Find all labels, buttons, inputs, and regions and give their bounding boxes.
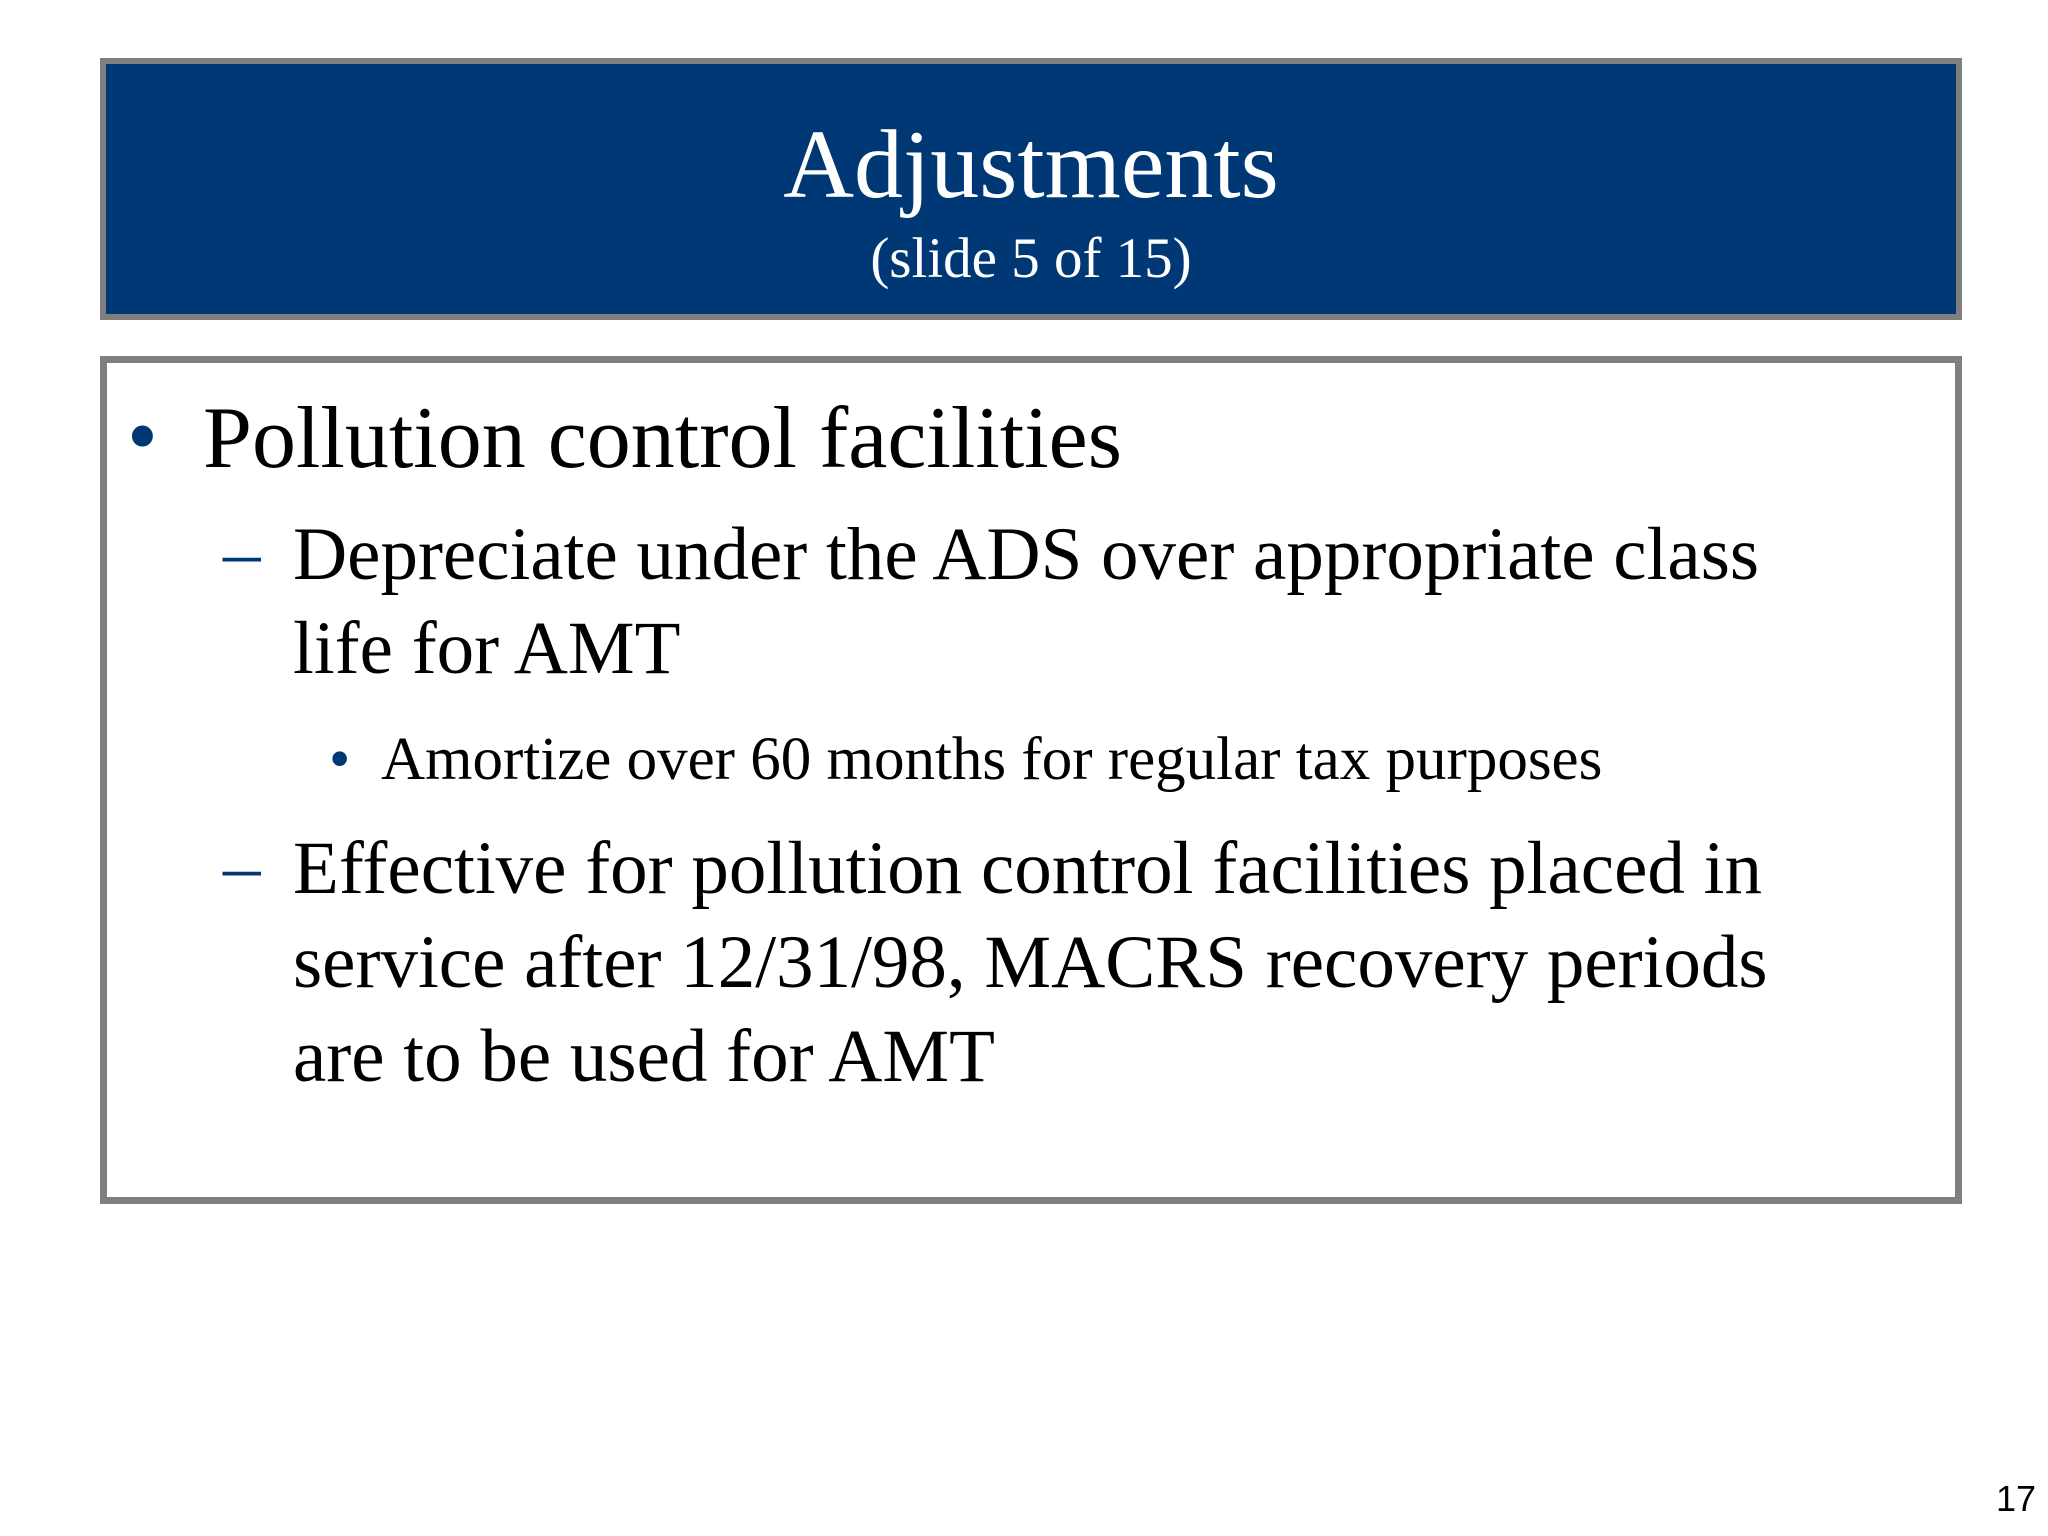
bullet-level1-text: Pollution control facilities: [203, 390, 1122, 487]
bullet-marker: •: [127, 388, 158, 485]
dash-marker: –: [223, 825, 261, 908]
slide-subtitle: (slide 5 of 15): [870, 227, 1192, 290]
dash-marker: –: [223, 511, 261, 594]
sub-sub-item-text: Amortize over 60 months for regular tax purposes: [381, 726, 1603, 793]
sub-item-2-line-2: service after 12/31/98, MACRS recovery periods: [293, 921, 1768, 1004]
slide-title: Adjustments: [783, 111, 1279, 219]
content-area: [100, 356, 1962, 1204]
title-banner: [100, 58, 1962, 320]
sub-item-1-line-1: Depreciate under the ADS over appropriate class: [293, 513, 1760, 596]
sub-item-1-line-2: life for AMT: [293, 607, 681, 690]
page-number: 17: [1995, 1478, 2036, 1519]
bullet-marker: •: [329, 726, 351, 793]
sub-item-2-line-3: are to be used for AMT: [293, 1015, 995, 1098]
sub-item-2-line-1: Effective for pollution control facilities placed in: [293, 827, 1762, 910]
